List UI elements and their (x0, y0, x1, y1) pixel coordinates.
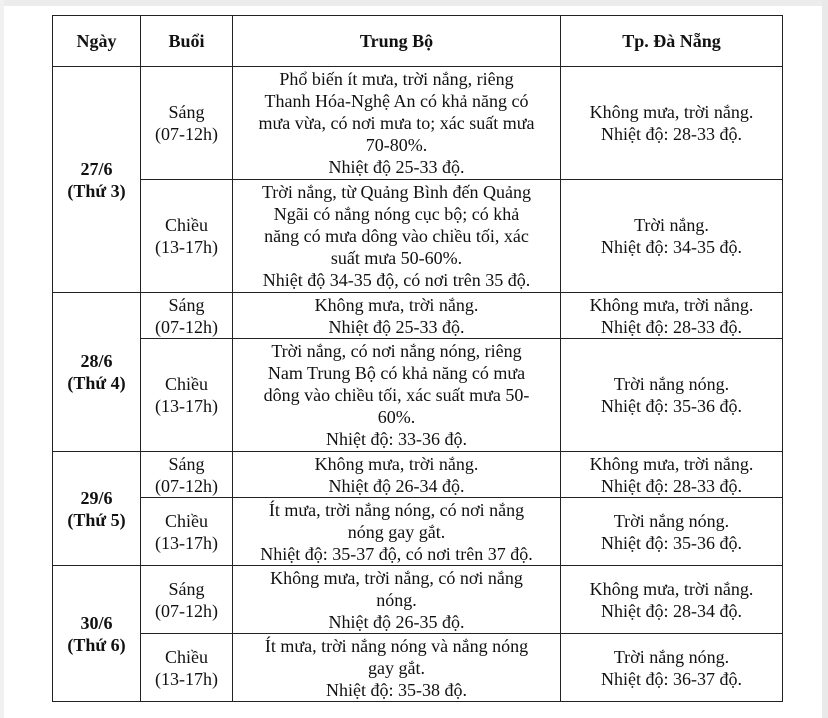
table-body (53, 67, 783, 702)
session-hours: (13-17h) (155, 237, 218, 257)
session-cell (141, 498, 233, 566)
forecast-line: Nhiệt độ: 28-33 độ. (601, 316, 742, 337)
forecast-line: Không mưa, trời nắng, có nơi nắng (270, 567, 523, 588)
forecast-line: Ít mưa, trời nắng nóng, có nơi nắng (268, 499, 525, 520)
session-name: Chiều (165, 215, 208, 235)
day-weekday: (Thứ 4) (67, 373, 126, 393)
forecast-line: 70-80%. (365, 135, 428, 155)
day-cell (53, 293, 141, 452)
forecast-line: Không mưa, trời nắng. (314, 294, 479, 315)
window-left-edge (0, 0, 4, 718)
forecast-line: Nhiệt độ: 35-36 độ. (601, 396, 742, 416)
da-nang-forecast (561, 339, 783, 452)
central-region-forecast (233, 498, 561, 566)
day-cell (53, 67, 141, 293)
forecast-line: dông vào chiều tối, xác suất mưa 50- (263, 385, 530, 405)
forecast-line: suất mưa 50-60%. (330, 248, 463, 268)
forecast-line: Thanh Hóa-Nghệ An có khả năng có (264, 91, 529, 111)
table-row (53, 452, 783, 498)
session-cell (141, 339, 233, 452)
forecast-line: Không mưa, trời nắng. (589, 578, 754, 599)
forecast-line: Không mưa, trời nắng. (589, 102, 754, 122)
forecast-line: Nhiệt độ 26-34 độ. (328, 475, 465, 496)
header-da-nang: Tp. Đà Nẵng (561, 16, 783, 67)
table-row (53, 339, 783, 452)
forecast-line: Trời nắng nóng. (613, 374, 730, 394)
da-nang-forecast (561, 634, 783, 702)
day-cell (53, 452, 141, 566)
central-region-forecast (233, 452, 561, 498)
da-nang-forecast (561, 293, 783, 339)
forecast-line: Ít mưa, trời nắng nóng và nắng nóng (264, 635, 529, 656)
table-row (53, 293, 783, 339)
forecast-line: Nhiệt độ 25-33 độ. (328, 157, 465, 177)
day-date: 27/6 (80, 158, 113, 179)
forecast-line: Nhiệt độ 34-35 độ, có nơi trên 35 độ. (262, 270, 531, 290)
weather-forecast-table (52, 15, 783, 702)
forecast-line: Trời nắng. (634, 215, 709, 235)
header-row (53, 16, 783, 67)
forecast-line: Trời nắng, có nơi nắng nóng, riêng (271, 341, 522, 361)
da-nang-forecast (561, 180, 783, 293)
forecast-line: Nhiệt độ: 28-33 độ. (601, 475, 742, 496)
session-cell (141, 67, 233, 180)
table-row (53, 67, 783, 180)
forecast-line: nóng gay gắt. (347, 521, 446, 542)
central-region-forecast (233, 180, 561, 293)
da-nang-forecast (561, 498, 783, 566)
session-name: Sáng (168, 294, 205, 315)
forecast-line: Không mưa, trời nắng. (589, 294, 754, 315)
central-region-forecast (233, 339, 561, 452)
central-region-forecast (233, 566, 561, 634)
forecast-line: Trời nắng nóng. (613, 646, 730, 667)
da-nang-forecast (561, 67, 783, 180)
session-cell (141, 452, 233, 498)
table-row (53, 180, 783, 293)
forecast-line: năng có mưa dông vào chiều tối, xác (264, 226, 529, 246)
da-nang-forecast (561, 452, 783, 498)
session-hours: (07-12h) (155, 316, 218, 337)
session-name: Chiều (165, 510, 208, 531)
window-top-edge (0, 0, 828, 6)
central-region-forecast (233, 67, 561, 180)
day-date: 30/6 (80, 612, 113, 633)
window-right-edge (822, 0, 828, 718)
da-nang-forecast (561, 566, 783, 634)
session-cell (141, 566, 233, 634)
forecast-line: nóng. (376, 589, 417, 610)
table-row (53, 498, 783, 566)
forecast-line: Nhiệt độ: 33-36 độ. (326, 429, 467, 449)
central-region-forecast (233, 634, 561, 702)
forecast-line: Phổ biến ít mưa, trời nắng, riêng (279, 69, 514, 89)
header-session: Buổi (141, 16, 233, 67)
forecast-line: Nhiệt độ: 36-37 độ. (601, 668, 742, 689)
session-hours: (07-12h) (155, 475, 218, 496)
forecast-line: 60%. (377, 407, 416, 427)
session-name: Sáng (168, 453, 205, 474)
forecast-line: Không mưa, trời nắng. (589, 453, 754, 474)
forecast-line: Trời nắng, từ Quảng Bình đến Quảng (261, 182, 532, 202)
session-hours: (07-12h) (155, 600, 218, 621)
central-region-forecast (233, 293, 561, 339)
cropped-next-line (210, 706, 470, 718)
header-day: Ngày (53, 16, 141, 67)
session-hours: (13-17h) (155, 532, 218, 553)
forecast-line: Ngãi có nắng nóng cục bộ; có khả (273, 204, 520, 224)
forecast-line: gay gắt. (368, 657, 425, 678)
table-row (53, 634, 783, 702)
day-date: 29/6 (80, 487, 113, 508)
forecast-line: Trời nắng nóng. (613, 510, 730, 531)
day-weekday: (Thứ 3) (67, 180, 126, 201)
forecast-line: Không mưa, trời nắng. (314, 453, 479, 474)
session-cell (141, 634, 233, 702)
forecast-line: Nhiệt độ: 35-38 độ. (326, 679, 467, 700)
forecast-line: Nhiệt độ: 35-37 độ, có nơi trên 37 độ. (260, 543, 533, 564)
session-hours: (13-17h) (155, 396, 218, 416)
forecast-line: Nhiệt độ: 28-34 độ. (601, 600, 742, 621)
session-name: Chiều (165, 646, 208, 667)
forecast-line: Nhiệt độ 26-35 độ. (328, 611, 465, 632)
forecast-line: Nam Trung Bộ có khả năng có mưa (267, 363, 526, 383)
forecast-line: mưa vừa, có nơi mưa to; xác suất mưa (258, 113, 535, 133)
forecast-line: Nhiệt độ: 34-35 độ. (601, 237, 742, 257)
header-central-region: Trung Bộ (233, 16, 561, 67)
day-date: 28/6 (80, 351, 113, 371)
day-cell (53, 566, 141, 702)
session-cell (141, 180, 233, 293)
forecast-line: Nhiệt độ: 35-36 độ. (601, 532, 742, 553)
forecast-line: Nhiệt độ: 28-33 độ. (601, 124, 742, 144)
forecast-line: Nhiệt độ 25-33 độ. (328, 316, 465, 337)
session-cell (141, 293, 233, 339)
table-row (53, 566, 783, 634)
session-hours: (13-17h) (155, 668, 218, 689)
session-name: Sáng (168, 102, 205, 122)
session-name: Chiều (165, 374, 208, 394)
session-hours: (07-12h) (155, 124, 218, 144)
session-name: Sáng (168, 578, 205, 599)
day-weekday: (Thứ 6) (67, 634, 126, 655)
day-weekday: (Thứ 5) (67, 509, 126, 530)
